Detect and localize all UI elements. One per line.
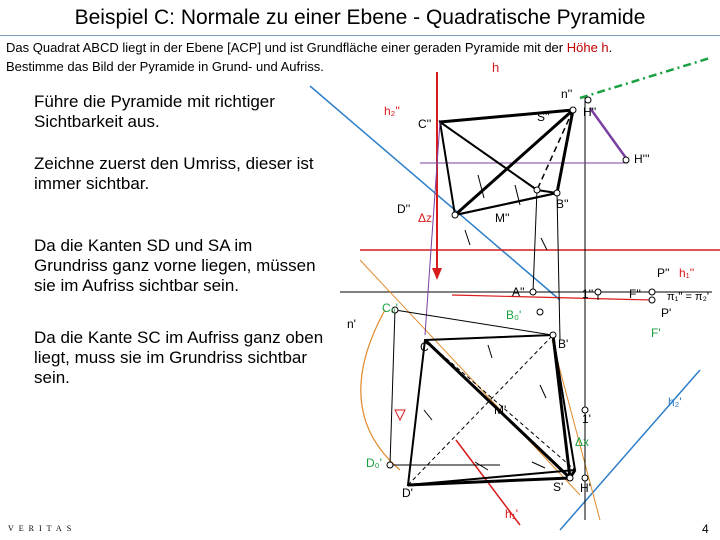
label-h: h bbox=[492, 60, 500, 75]
label-B1: B' bbox=[558, 337, 569, 351]
label-A2: A'' bbox=[512, 285, 525, 299]
label-C2: C'' bbox=[418, 117, 432, 131]
label-D1: D' bbox=[402, 486, 413, 500]
intro-text: Das Quadrat ABCD liegt in der Ebene [ACP] und ist Grundfläche einer geraden Pyramide mit der bbox=[6, 40, 567, 55]
dz-triangle-icon bbox=[395, 410, 405, 420]
label-n2: n'' bbox=[561, 87, 573, 101]
label-n1: n' bbox=[347, 317, 356, 331]
green-construction-line bbox=[580, 58, 710, 98]
label-h2-1: h₂' bbox=[668, 395, 682, 409]
label-one1: 1' bbox=[582, 412, 591, 426]
label-C1: C' bbox=[420, 340, 431, 354]
dimension-ticks bbox=[424, 175, 547, 470]
label-dz: Δz bbox=[418, 211, 433, 225]
veritas-logo bbox=[8, 524, 76, 533]
label-B0: B₀' bbox=[506, 308, 522, 322]
label-dx: Δx bbox=[575, 435, 590, 449]
label-S1: S' bbox=[553, 480, 564, 494]
logo-text: VERITAS bbox=[8, 524, 77, 533]
page-number: 4 bbox=[702, 522, 709, 536]
label-F1: F' bbox=[651, 326, 661, 340]
intro-highlight-height: Höhe h bbox=[566, 40, 609, 55]
label-M2: M'' bbox=[495, 211, 510, 225]
task-2: Zeichne zuerst den Umriss, dieser ist immer sichtbar. bbox=[34, 154, 314, 193]
page-title: Beispiel C: Normale zu einer Ebene - Quadratische Pyramide bbox=[74, 6, 646, 29]
label-P1: P' bbox=[661, 306, 672, 320]
elevation-pyramid bbox=[425, 110, 573, 340]
label-B2: B'' bbox=[556, 197, 569, 211]
label-H1: H' bbox=[580, 481, 591, 495]
label-h1-1: h₁' bbox=[505, 507, 519, 521]
label-h2-2: h₂'' bbox=[384, 104, 400, 118]
label-D0: D₀' bbox=[366, 456, 382, 470]
label-P2: P'' bbox=[657, 266, 670, 280]
trace-h1-mid-line bbox=[452, 295, 652, 300]
intro-line-2: Bestimme das Bild der Pyramide in Grund- und Aufriss. bbox=[6, 59, 324, 74]
height-h-arrow-icon bbox=[432, 268, 442, 280]
task-1: Führe die Pyramide mit richtiger Sichtbarkeit aus. bbox=[34, 92, 275, 131]
intro-period: . bbox=[608, 40, 613, 55]
plan-pyramid bbox=[390, 310, 575, 485]
label-M1: M' bbox=[494, 403, 507, 417]
label-D2: D'' bbox=[397, 202, 411, 216]
label-H2: H'' bbox=[583, 105, 597, 119]
label-h1-2: h₁'' bbox=[679, 266, 695, 280]
label-H3: H''' bbox=[634, 152, 650, 166]
label-S2: S'' bbox=[537, 110, 550, 124]
task-4: Da die Kante SC im Aufriss ganz oben liegt, muss sie im Grundriss sichtbar sein. bbox=[34, 328, 324, 387]
label-F2: F'' bbox=[629, 287, 641, 301]
label-one2: 1'' bbox=[582, 287, 594, 301]
task-3: Da die Kanten SD und SA im Grundriss ganz vorne liegen, müssen sie im Aufriss sichtbar sein. bbox=[34, 236, 316, 295]
label-pi: π₁'' = π₂' bbox=[667, 291, 709, 303]
label-C0: C₀' bbox=[382, 301, 398, 315]
